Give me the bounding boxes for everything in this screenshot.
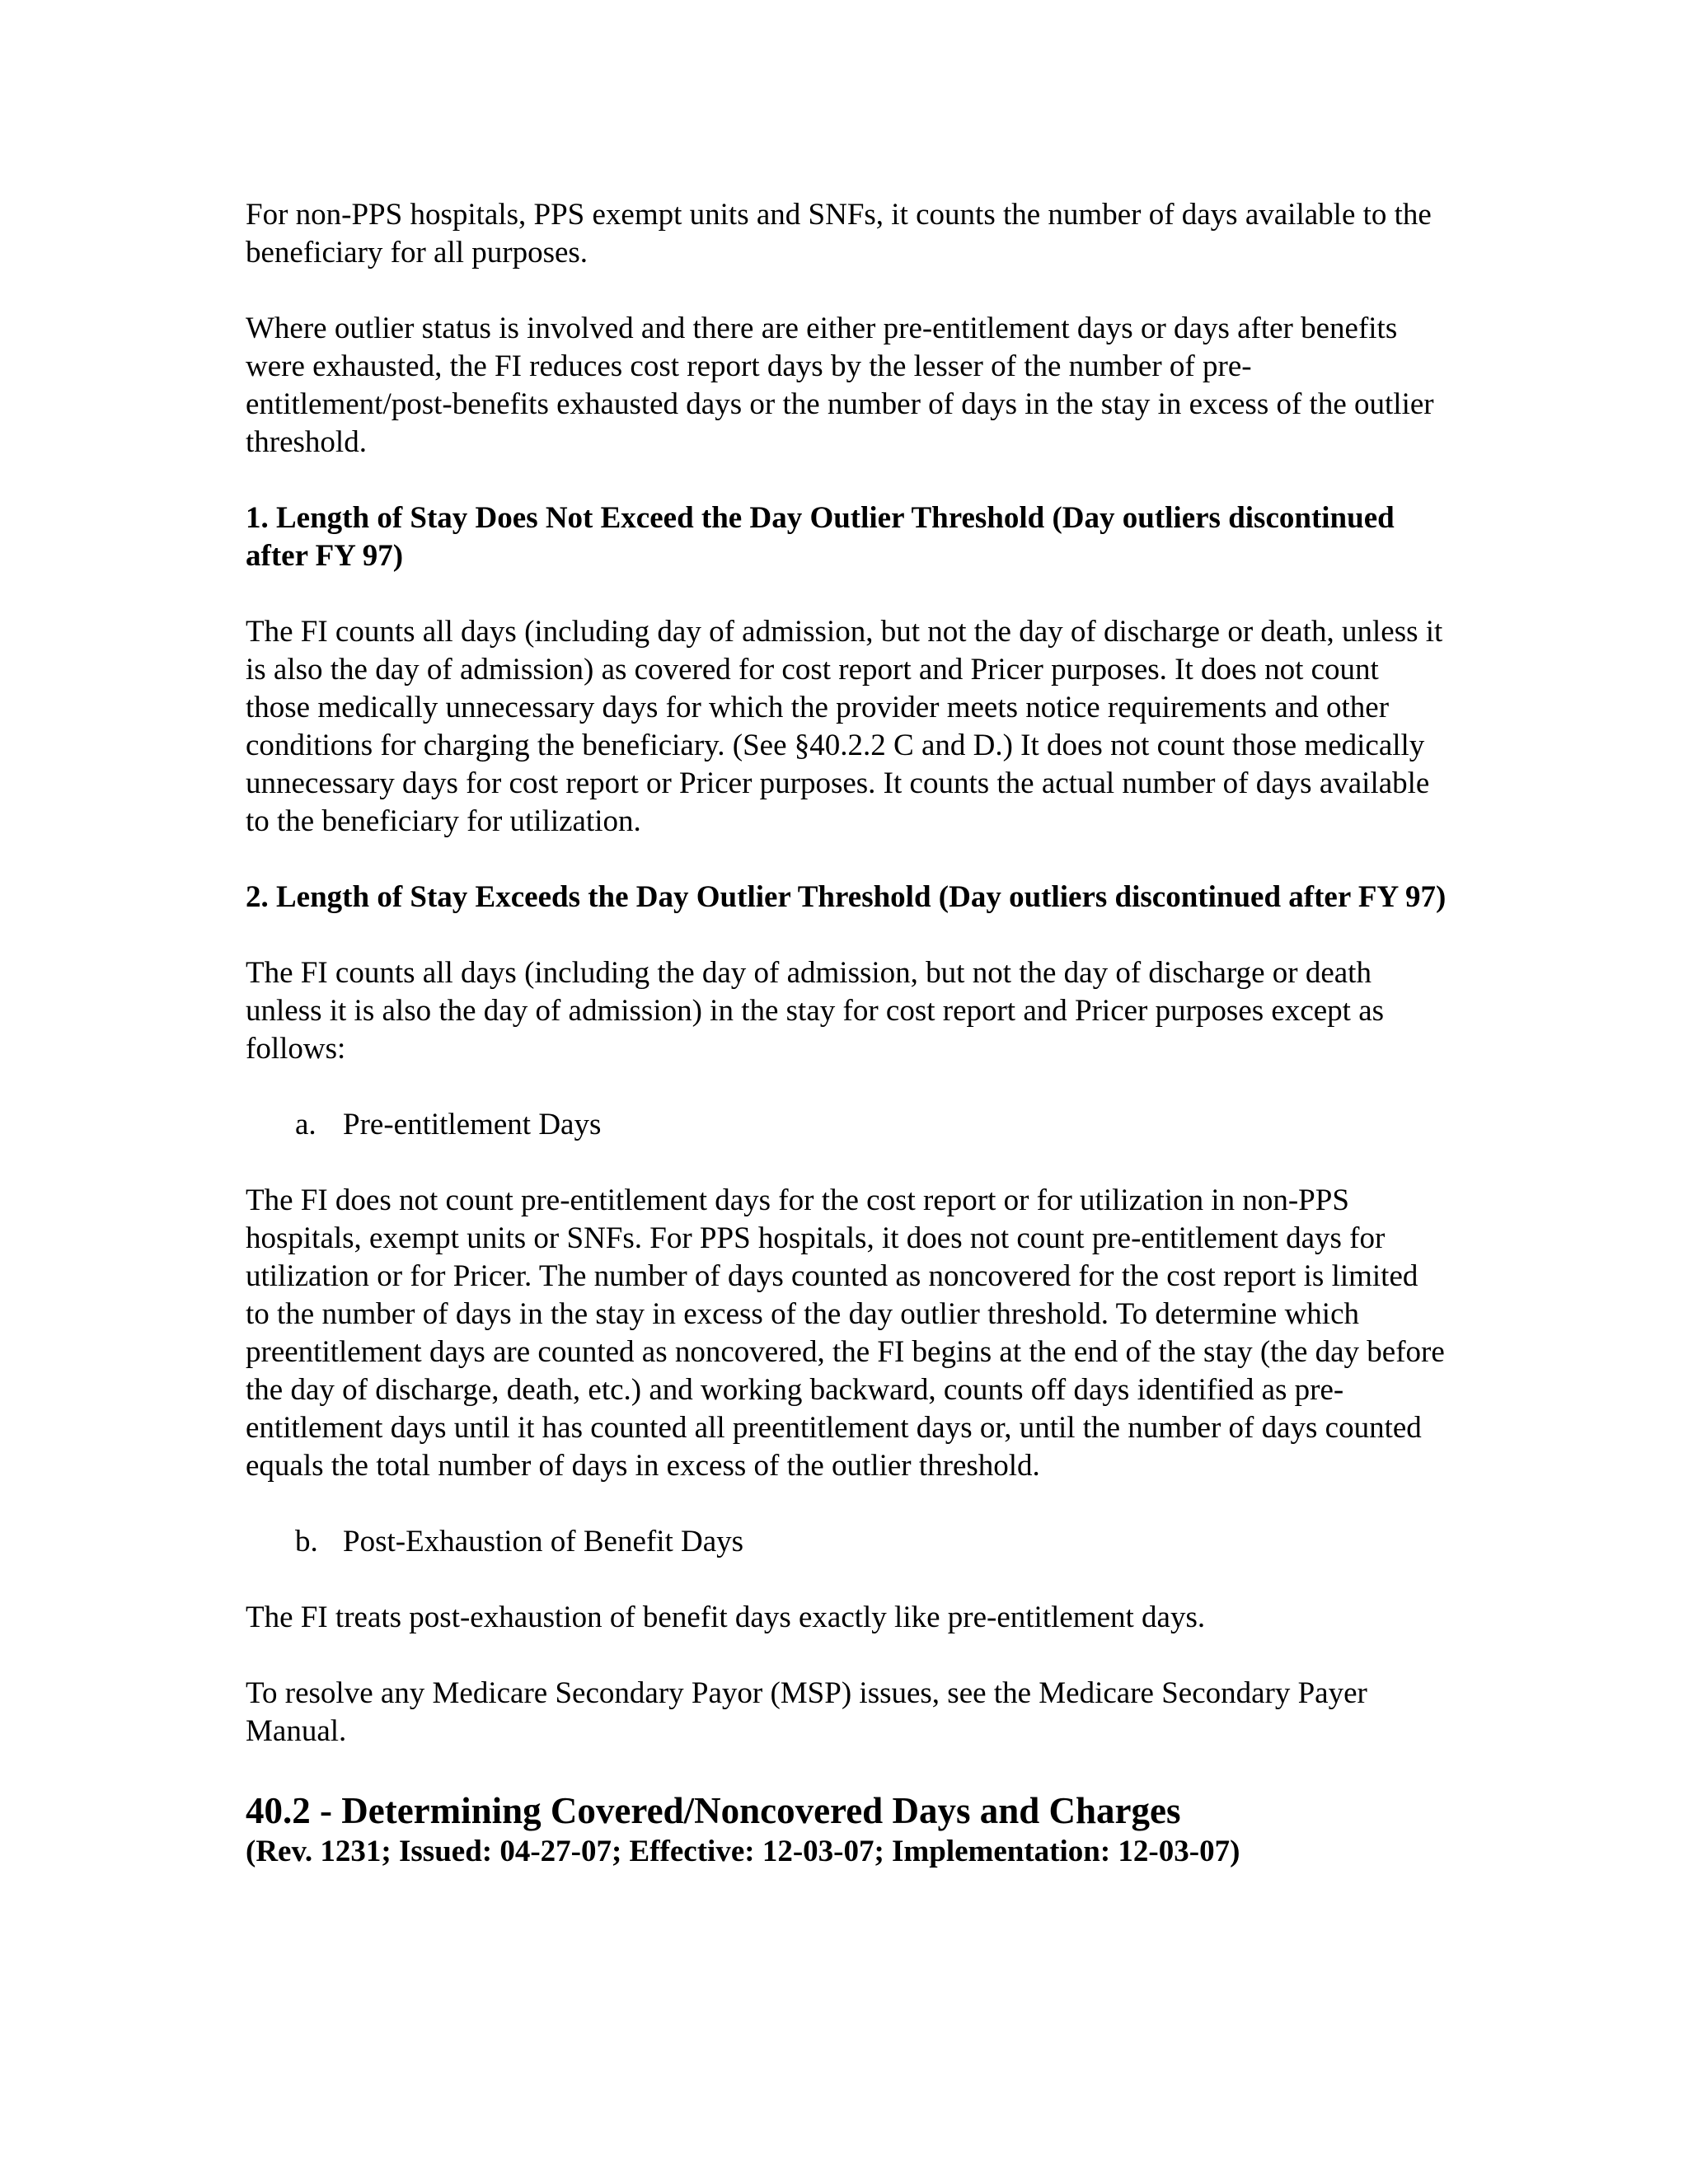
list-item-label: Post-Exhaustion of Benefit Days (343, 1525, 744, 1558)
subheading-los-exceeds: 2. Length of Stay Exceeds the Day Outlier Threshold (Day outliers discontinued after FY 97) (246, 880, 1447, 914)
document-page (246, 196, 1449, 1871)
section-revision-info: (Rev. 1231; Issued: 04-27-07; Effective: 12-03-07; Implementation: 12-03-07) (246, 1835, 1240, 1868)
paragraph-outlier-status: Where outlier status is involved and there are either pre-entitlement days or days after benefits were exhausted, the FI reduces cost report days by the lesser of the number of pre-entitlement/post-benefits exhausted days or the number of days in the stay in excess of the outlier threshold. (246, 312, 1434, 459)
paragraph-post-exhaustion: The FI treats post-exhaustion of benefit days exactly like pre-entitlement days. (246, 1601, 1206, 1634)
list-marker: a. (295, 1108, 316, 1141)
section-title: 40.2 - Determining Covered/Noncovered Days and Charges (246, 1790, 1181, 1831)
paragraph-pre-entitlement-details: The FI does not count pre-entitlement days for the cost report or for utilization in non-PPS hospitals, exempt units or SNFs. For PPS hospitals, it does not count pre-entitlement days for utilization or for Pricer. The number of days counted as noncovered for the cost report is limited to the number of days in the stay in excess of the day outlier threshold. To determine which preentitlement days are counted as noncovered, the FI begins at the end of the stay (the day before the day of discharge, death, etc.) and working backward, counts off days identified as pre-entitlement days until it has counted all preentitlement days or, until the number of days counted equals the total number of days in excess of the outlier threshold. (246, 1183, 1445, 1483)
paragraph-non-pps: For non-PPS hospitals, PPS exempt units and SNFs, it counts the number of days available to the beneficiary for all purposes. (246, 198, 1432, 269)
paragraph-counts-all-days: The FI counts all days (including day of admission, but not the day of discharge or death, unless it is also the day of admission) as covered for cost report and Pricer purposes. It does not count those medically unnecessary days for which the provider meets notice requirements and other conditions for charging the beneficiary. (See §40.2.2 C and D.) It does not count those medically unnecessary days for cost report or Pricer purposes. It counts the actual number of days available to the beneficiary for utilization. (246, 615, 1443, 838)
subheading-los-not-exceed: 1. Length of Stay Does Not Exceed the Day Outlier Threshold (Day outliers discontinued after FY 97) (246, 501, 1395, 573)
paragraph-msp: To resolve any Medicare Secondary Payor (MSP) issues, see the Medicare Secondary Payer Manual. (246, 1676, 1367, 1748)
list-item-post-exhaustion (246, 1523, 1449, 1561)
paragraph-except-as-follows: The FI counts all days (including the day of admission, but not the day of discharge or death unless it is also the day of admission) in the stay for cost report and Pricer purposes except as follows: (246, 956, 1385, 1066)
list-item-pre-entitlement (246, 1106, 1449, 1144)
list-item-label: Pre-entitlement Days (343, 1108, 602, 1141)
list-marker: b. (295, 1525, 318, 1558)
